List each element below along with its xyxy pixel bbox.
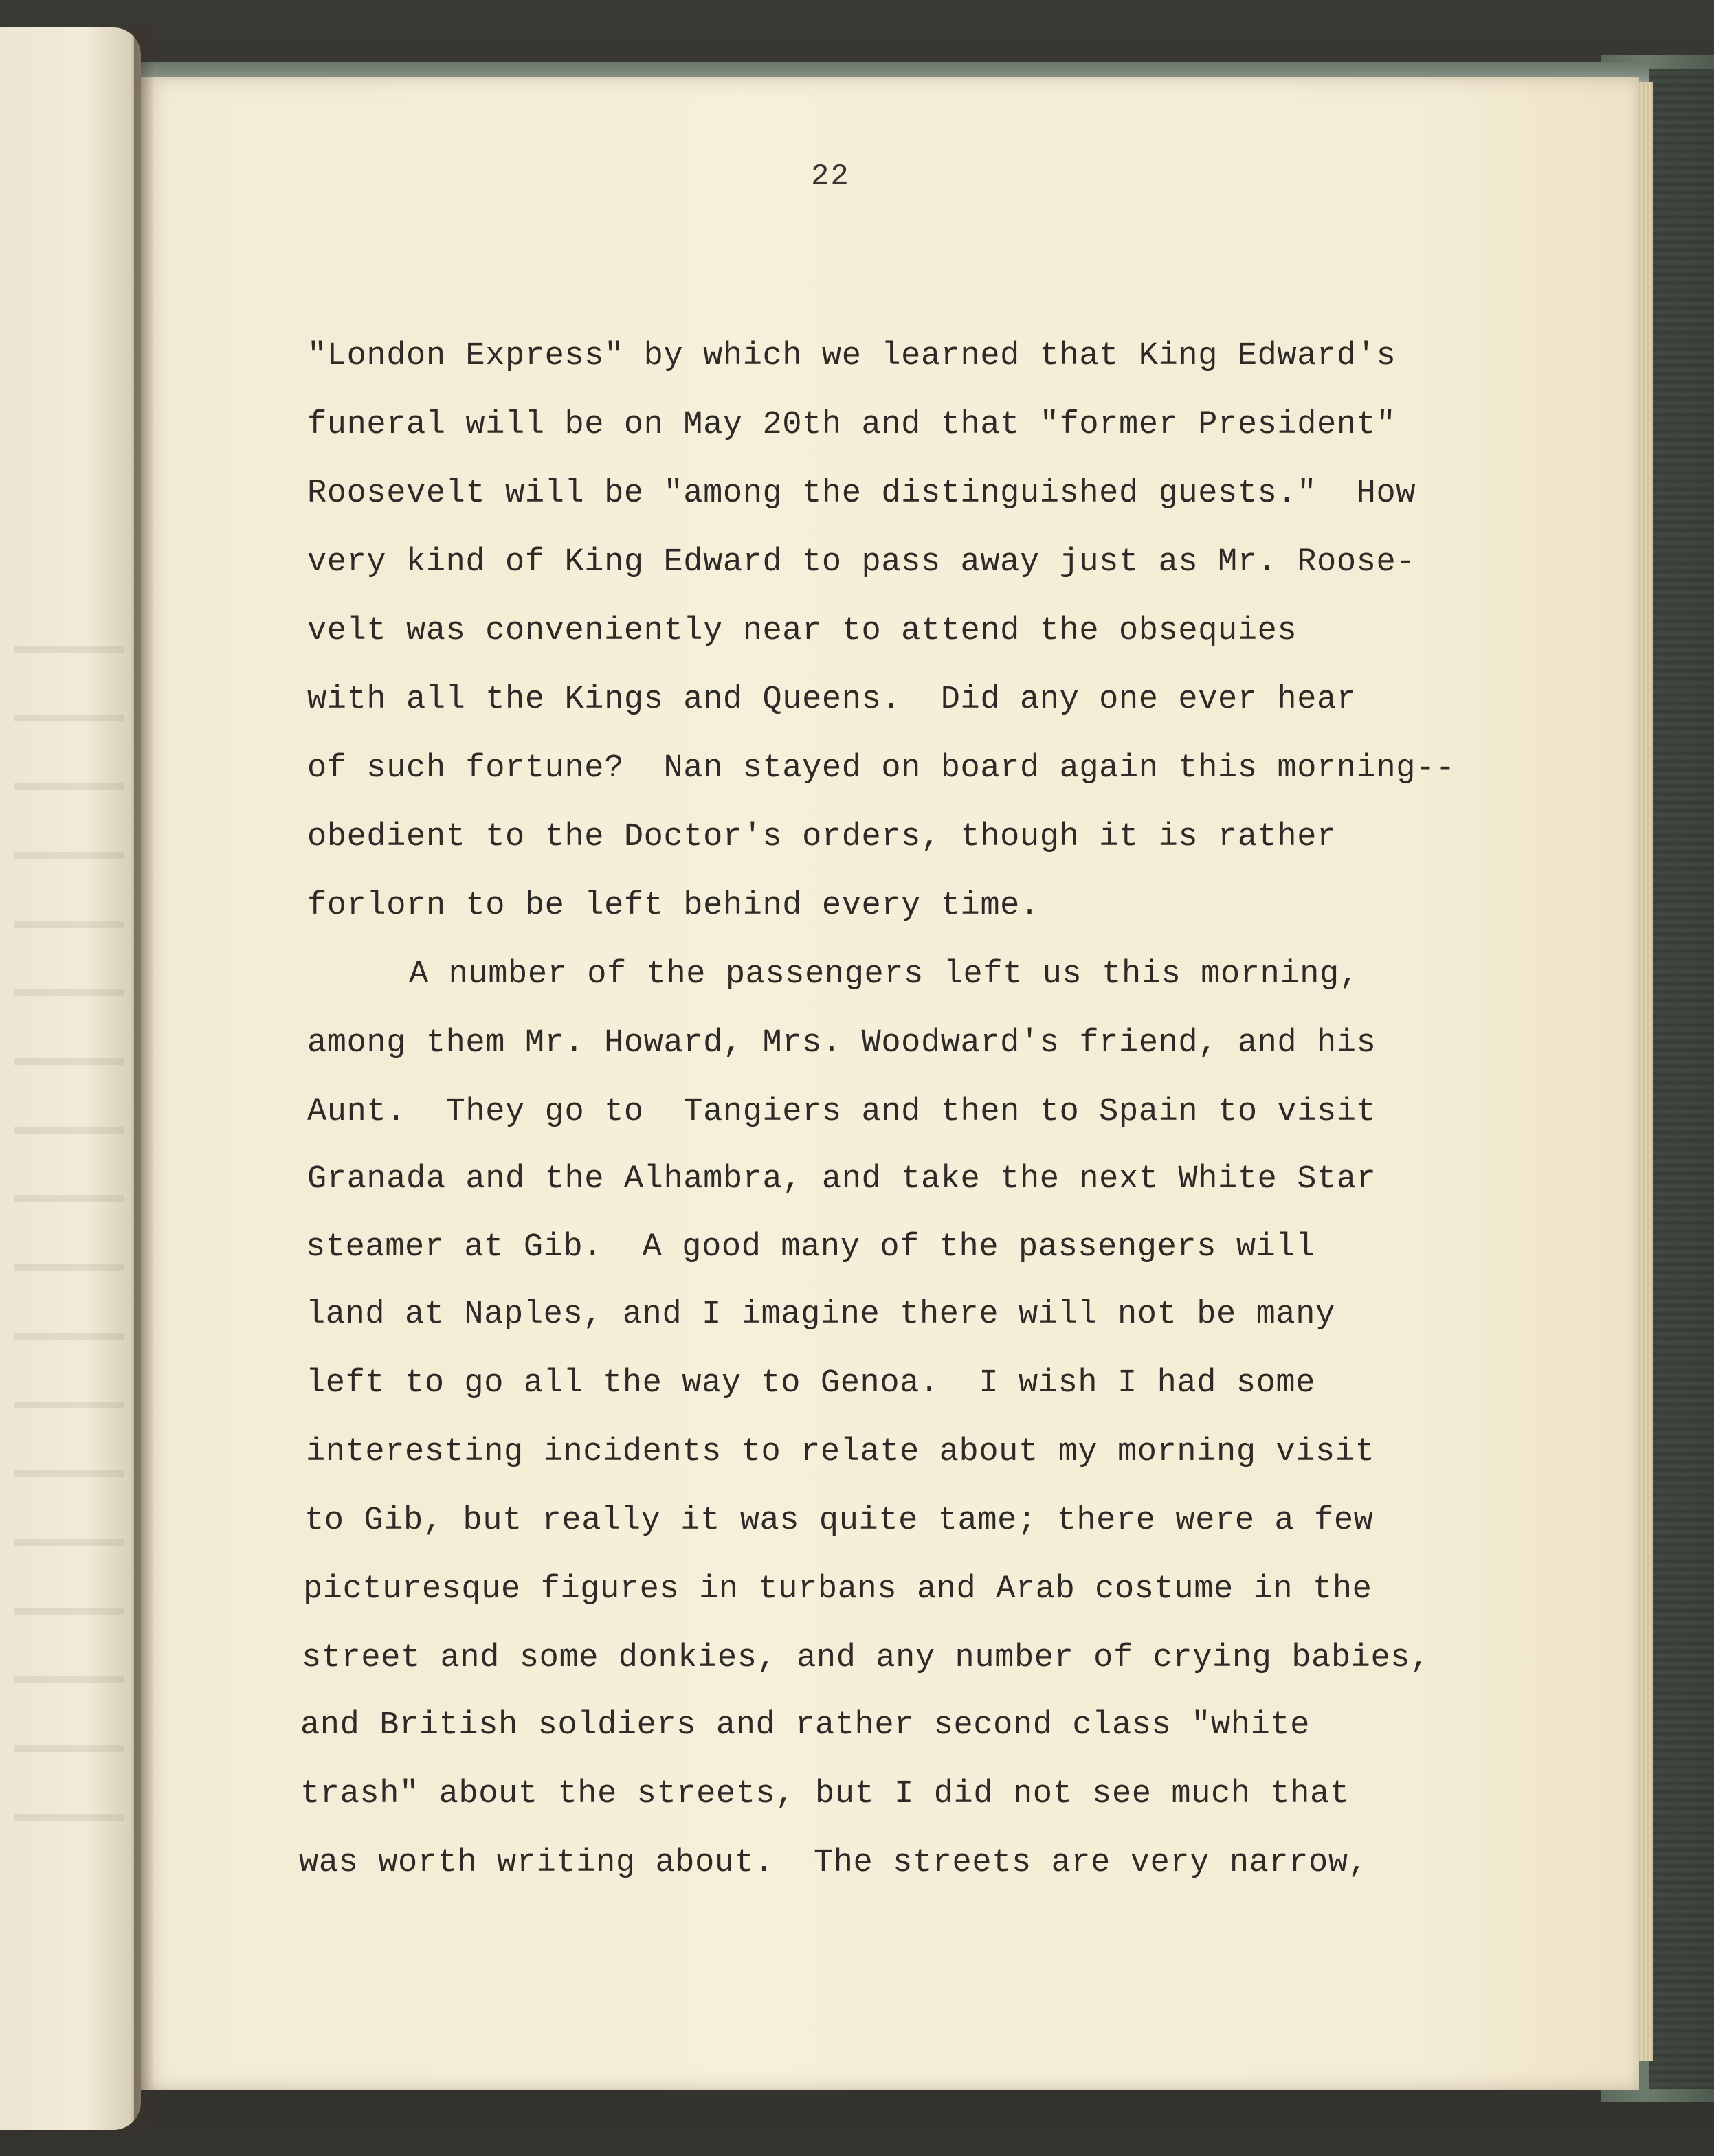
text-line: Granada and the Alhambra, and take the next White Star: [307, 1161, 1377, 1198]
text-line: and British soldiers and rather second class "white: [300, 1707, 1311, 1744]
text-line: among them Mr. Howard, Mrs. Woodward's friend, and his: [307, 1025, 1377, 1062]
text-line: picturesque figures in turbans and Arab costume in the: [303, 1571, 1372, 1608]
text-line: of such fortune? Nan stayed on board again this morning--: [307, 750, 1456, 787]
facing-page-show-through: [14, 646, 124, 1883]
text-line: very kind of King Edward to pass away just as Mr. Roose-: [307, 544, 1416, 581]
text-line: left to go all the way to Genoa. I wish I had some: [306, 1365, 1316, 1402]
text-line: Aunt. They go to Tangiers and then to Spain to visit: [307, 1094, 1377, 1130]
text-line: with all the Kings and Queens. Did any one ever hear: [307, 682, 1357, 718]
gutter-shadow: [134, 27, 155, 2130]
text-line: land at Naples, and I imagine there will not be many: [306, 1296, 1335, 1333]
page-number: 22: [811, 159, 850, 194]
text-line: trash" about the streets, but I did not see much that: [300, 1776, 1350, 1812]
text-line: street and some donkies, and any number of crying babies,: [302, 1640, 1430, 1676]
text-line: was worth writing about. The streets are very narrow,: [299, 1845, 1368, 1881]
text-line: A number of the passengers left us this morning,: [409, 956, 1359, 993]
text-line: velt was conveniently near to attend the obsequies: [307, 613, 1298, 649]
text-line: interesting incidents to relate about my morning visit: [306, 1434, 1375, 1470]
text-line: steamer at Gib. A good many of the passengers will: [306, 1229, 1316, 1266]
text-line: to Gib, but really it was quite tame; there were a few: [304, 1503, 1374, 1539]
text-line: obedient to the Doctor's orders, though it is rather: [307, 819, 1337, 855]
text-line: funeral will be on May 20th and that "former President": [307, 407, 1396, 443]
text-line: forlorn to be left behind every time.: [307, 888, 1040, 924]
facing-page: [0, 27, 141, 2130]
book-cover-edge: [1649, 69, 1714, 2089]
text-line: "London Express" by which we learned that King Edward's: [307, 338, 1396, 374]
text-line: Roosevelt will be "among the distinguished guests." How: [307, 475, 1416, 512]
